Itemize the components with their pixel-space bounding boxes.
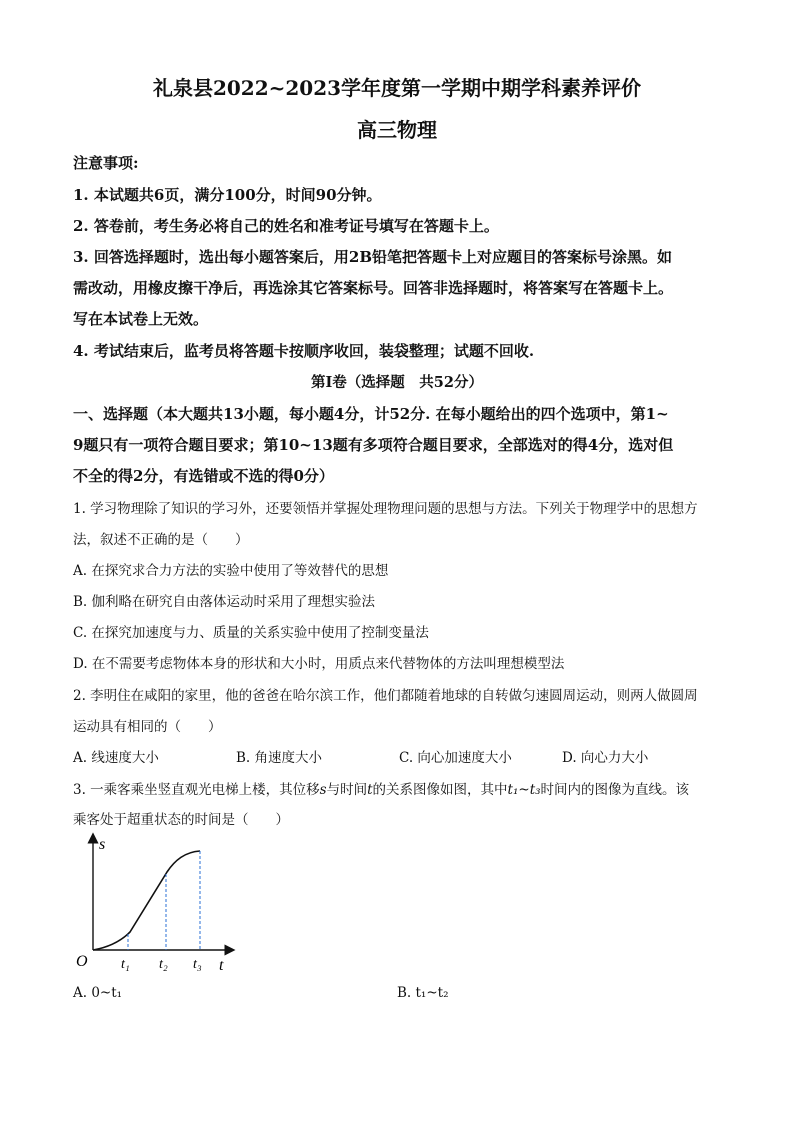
section-instructions: 一、选择题（本大题共13小题，每小题4分，计52分. 在每小题给出的四个选项中，第1~ — [73, 405, 669, 423]
exam-subject: 高三物理 — [357, 118, 437, 142]
stem-text: 的关系图像如图，其中 — [372, 782, 508, 798]
question-2-stem: 2. 李明住在咸阳的家里，他的爸爸在哈尔滨工作，他们都随着地球的自转做匀速圆周运动，则两人做圆周 — [73, 688, 698, 704]
stem-text: 与时间 — [326, 782, 368, 798]
s-t-curve — [93, 851, 200, 950]
question-2-option-b: B. 角速度大小 — [236, 750, 323, 766]
question-2-option-c: C. 向心加速度大小 — [399, 750, 512, 766]
question-1-option-a: A. 在探究求合力方法的实验中使用了等效替代的思想 — [73, 563, 389, 579]
stem-var-t: t — [367, 782, 373, 798]
stem-text: 时间内的图像为直线。该 — [540, 782, 690, 798]
origin-label: O — [76, 953, 88, 970]
question-2-options — [73, 746, 725, 766]
notice-item: 写在本试卷上无效。 — [73, 310, 209, 328]
section-instructions: 不全的得2分，有选错或不选的得0分） — [73, 467, 334, 485]
question-1-stem: 1. 学习物理除了知识的学习外，还要领悟并掌握处理物理问题的思想与方法。下列关于物理学中的思想方 — [73, 501, 698, 517]
y-axis-label: s — [99, 836, 106, 853]
question-1-option-c: C. 在探究加速度与力、质量的关系实验中使用了控制变量法 — [73, 625, 429, 641]
section-title: 第Ⅰ卷（选择题 共52分） — [311, 374, 483, 391]
notice-item: 2. 答卷前，考生务必将自己的姓名和准考证号填写在答题卡上。 — [73, 217, 499, 235]
tick-label-t3: t₃ — [193, 957, 202, 972]
stem-text: 3. 一乘客乘坐竖直观光电梯上楼，其位移 — [73, 782, 320, 798]
question-3-option-a: A. 0~t₁ — [73, 985, 123, 1001]
tick-label-t1: t₁ — [121, 957, 130, 972]
exam-title: 礼泉县2022~2023学年度第一学期中期学科素养评价 — [152, 76, 642, 100]
x-axis-label: t — [219, 957, 224, 974]
question-2-option-d: D. 向心力大小 — [562, 750, 649, 766]
notice-item: 3. 回答选择题时，选出每小题答案后，用2B铅笔把答题卡上对应题目的答案标号涂黑。如 — [73, 248, 673, 266]
question-3-option-b: B. t₁~t₂ — [397, 985, 449, 1001]
notice-item: 需改动，用橡皮擦干净后，再选涂其它答案标号。回答非选择题时，将答案写在答题卡上。 — [73, 279, 674, 297]
notice-item: 4. 考试结束后，监考员将答题卡按顺序收回，装袋整理；试题不回收. — [73, 342, 535, 360]
question-1-stem: 法，叙述不正确的是（ ） — [73, 532, 249, 548]
question-2-option-a: A. 线速度大小 — [73, 750, 159, 766]
section-instructions: 9题只有一项符合题目要求；第10~13题有多项符合题目要求，全部选对的得4分，选对但 — [73, 436, 674, 454]
question-2-stem: 运动具有相同的（ ） — [73, 719, 222, 735]
question-3-stem — [73, 778, 689, 798]
question-1-option-b: B. 伽利略在研究自由落体运动时采用了理想实验法 — [73, 594, 376, 610]
question-3-stem: 乘客处于超重状态的时间是（ ） — [73, 812, 289, 828]
question-1-option-d: D. 在不需要考虑物体本身的形状和大小时，用质点来代替物体的方法叫理想模型法 — [73, 656, 565, 672]
notice-heading: 注意事项: — [73, 154, 139, 172]
tick-label-t2: t₂ — [159, 957, 168, 972]
question-3-figure — [70, 832, 240, 977]
stem-var-s: s — [319, 782, 327, 798]
stem-range: t₁~t₃ — [507, 782, 541, 798]
notice-item: 1. 本试题共6页，满分100分，时间90分钟。 — [73, 186, 382, 204]
